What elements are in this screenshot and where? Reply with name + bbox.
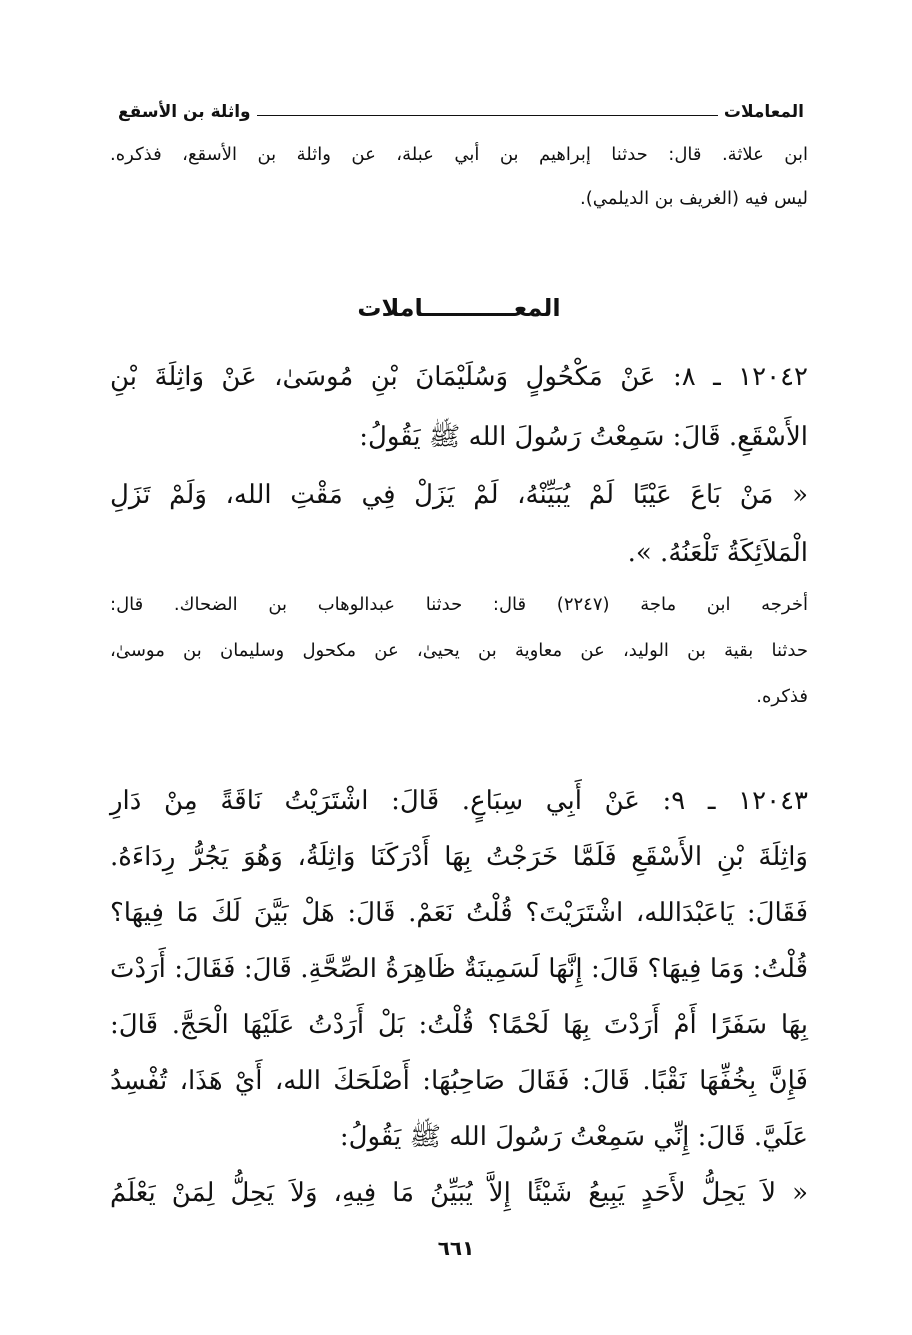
hadith-12043 [110, 784, 808, 1224]
top-note-line: ابن علاثة. قال: حدثنا إبراهيم بن أبي عبلة، عن واثلة بن الأسقع، فذكره. [110, 144, 808, 165]
hadith-line: الأَسْقَعِ. قَالَ: سَمِعْتُ رَسُولَ الله ﷺ يَقُولُ: [359, 422, 808, 452]
takhrij-line: أخرجه ابن ماجة (٢٢٤٧) قال: حدثنا عبدالوهاب بن الضحاك. قال: [110, 594, 808, 615]
takhrij-12042 [110, 592, 808, 722]
section-heading-block [110, 292, 808, 332]
running-header [118, 88, 804, 122]
header-rule [257, 115, 718, 116]
hadith-line: قُلْتُ: وَمَا فِيهَا؟ قَالَ: إِنَّهَا لَسَمِينَةٌ ظَاهِرَةُ الصِّحَّةِ. قَالَ: فَقَالَ: أَرَدْتَ [110, 954, 808, 984]
hadith-line: « مَنْ بَاعَ عَيْبًا لَمْ يُبَيِّنْهُ، لَمْ يَزَلْ فِي مَقْتِ الله، وَلَمْ تَزَلِ [110, 480, 808, 510]
takhrij-line: فذكره. [756, 686, 808, 707]
top-note-line: ليس فيه (الغريف بن الديلمي). [580, 188, 808, 209]
hadith-line: ١٢٠٤٢ ـ ٨: عَنْ مَكْحُولٍ وَسُلَيْمَانَ بْنِ مُوسَىٰ، عَنْ وَاثِلَةَ بْنِ [110, 362, 808, 392]
hadith-12042 [110, 360, 808, 580]
hadith-line: وَاثِلَةَ بْنِ الأَسْقَعِ فَلَمَّا خَرَجْتُ بِهَا أَدْرَكَنَا وَاثِلَةُ، وَهُوَ يَجُرُّ رِدَاءَهُ. [110, 842, 808, 872]
header-companion-name: واثلة بن الأسقع [118, 102, 251, 122]
hadith-line: عَلَيَّ. قَالَ: إِنِّي سَمِعْتُ رَسُولَ الله ﷺ يَقُولُ: [339, 1122, 808, 1152]
hadith-line: فَإِنَّ بِخُفِّهَا نَقْبًا. قَالَ: فَقَالَ صَاحِبُهَا: أَصْلَحَكَ الله، أَيْ هَذَا، تُفْسِدُ [110, 1066, 808, 1096]
hadith-line: ١٢٠٤٣ ـ ٩: عَنْ أَبِي سِبَاعٍ. قَالَ: اشْتَرَيْتُ نَاقَةً مِنْ دَارِ [110, 786, 808, 816]
page-number: ٦٦١ [437, 1236, 475, 1260]
header-section-title: المعاملات [723, 102, 804, 122]
hadith-line: الْمَلاَئِكَةُ تَلْعَنُهُ. ». [627, 538, 808, 568]
takhrij-line: حدثنا بقية بن الوليد، عن معاوية بن يحيىٰ، عن مكحول وسليمان بن موسىٰ، [110, 640, 808, 661]
hadith-line: بِهَا سَفَرًا أَمْ أَرَدْتَ بِهَا لَحْمًا؟ قُلْتُ: بَلْ أَرَدْتُ عَلَيْهَا الْحَجَّ. قَالَ: [110, 1010, 808, 1040]
hadith-line: فَقَالَ: يَاعَبْدَالله، اشْتَرَيْتَ؟ قُلْتُ نَعَمْ. قَالَ: هَلْ بَيَّنَ لَكَ مَا فِيهَا؟ [110, 898, 808, 928]
section-heading: المعـــــــــــاملات [357, 294, 561, 322]
hadith-line: « لاَ يَحِلُّ لأَحَدٍ يَبِيعُ شَيْئًا إِلاَّ يُبَيِّنُ مَا فِيهِ، وَلاَ يَحِلُّ لِمَنْ يَعْلَمُ [110, 1178, 808, 1208]
top-note [110, 140, 808, 220]
